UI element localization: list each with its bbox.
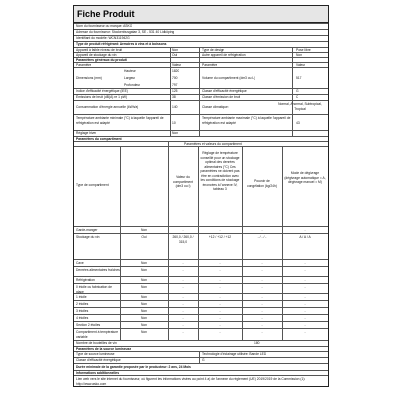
- compartment-present: Non: [140, 316, 148, 320]
- compartment-freeze-power: -: [261, 261, 263, 265]
- compartment-defrost: -: [304, 228, 306, 232]
- compartment-present: Non: [140, 323, 148, 327]
- grid-col-1: [170, 47, 171, 136]
- compartment-freeze-power: -: [261, 268, 263, 272]
- compartment-temperature: -: [219, 323, 221, 327]
- compartment-defrost: -: [304, 330, 306, 334]
- compartment-defrost: -: [304, 278, 306, 282]
- grid-comp-col-e: [282, 146, 283, 340]
- supplier-label: Nom du fournisseur ou marque: ASKO: [76, 24, 133, 28]
- compartment-volume: -: [182, 268, 184, 272]
- compartment-name: 3 étoiles: [76, 309, 89, 313]
- additional-heading: Informations additionnelles: [74, 370, 328, 376]
- compartment-present: Non: [140, 285, 148, 289]
- param-row-eei: Indice d'efficacité énergétique (IEE) 125 Classe d'efficacité énergétique G: [74, 88, 328, 95]
- compartment-freeze-power: -: [261, 285, 263, 289]
- compartment-name: Garde-manger: [76, 228, 98, 232]
- compartment-temperature: -: [219, 285, 221, 289]
- compartment-name: Cave: [76, 261, 84, 265]
- param-row-winter: Réglage hiver Non: [74, 130, 328, 137]
- compartment-name: Réfrigération: [76, 278, 95, 282]
- compartment-freeze-power: -: [261, 228, 263, 232]
- grid-comp-col-a: [120, 146, 121, 340]
- compartment-present: Non: [140, 295, 148, 299]
- compartment-name: 2 étoiles: [76, 302, 89, 306]
- compartment-freeze-power: -: [261, 330, 263, 334]
- compartment-temperature: +12 / +12 / +12: [208, 235, 232, 239]
- compartment-present: Non: [140, 302, 148, 306]
- compartment-volume: 260,0 / 260,0 / 315,0: [172, 235, 194, 244]
- compartment-name: Section 2 étoiles: [76, 323, 101, 327]
- compartment-freeze-power: -: [261, 316, 263, 320]
- compartment-present: Non: [140, 268, 148, 272]
- bottles-row: Nombre de bouteilles de vin 180: [74, 340, 328, 347]
- compartment-defrost: -: [304, 261, 306, 265]
- model-label: Identifiant du modèle: WCN311942G: [76, 36, 130, 40]
- compartment-name: 0 étoile ou fabrication de glace: [76, 285, 112, 294]
- compartment-name: Compartiment à température variable: [76, 330, 119, 339]
- param-row-energy: Consommation d'énergie annuelle (kWh/a) 140 Classe climatique: Normal, Anormal, Subtropical, Tropical: [74, 100, 328, 115]
- compartment-volume: -: [182, 316, 184, 320]
- compartment-name: Stockage du vin: [76, 235, 100, 239]
- light-row-class: Classe d'efficacité énergétique G: [74, 357, 328, 364]
- compartment-volume: -: [182, 302, 184, 306]
- compartment-volume: -: [182, 330, 184, 334]
- compartment-present: Non: [140, 228, 148, 232]
- grid-col-3: [292, 47, 293, 136]
- compartment-volume: -: [182, 323, 184, 327]
- compartment-volume: -: [182, 261, 184, 265]
- compartment-freeze-power: -: [261, 295, 263, 299]
- compartment-temperature: -: [219, 278, 221, 282]
- light-heading: Paramètres de la source lumineuse: [74, 346, 328, 352]
- compartment-temperature: -: [219, 228, 221, 232]
- compartment-temperature: -: [219, 330, 221, 334]
- compartment-freeze-power: - / - / -: [257, 235, 267, 239]
- compartment-values-heading: Paramètres et valeurs du compartiment: [74, 141, 328, 147]
- compartment-freeze-power: -: [261, 309, 263, 313]
- compartment-temperature: -: [219, 316, 221, 320]
- compartment-name: 4 étoiles: [76, 316, 89, 320]
- compartment-volume: -: [182, 295, 184, 299]
- general-params-heading: Paramètres généraux du produit: [74, 57, 328, 63]
- compartment-temperature: -: [219, 268, 221, 272]
- compartment-temperature: -: [219, 309, 221, 313]
- compartment-defrost: -: [304, 302, 306, 306]
- compartment-volume: -: [182, 309, 184, 313]
- param-header-row: Paramètre Valeur Paramètre Valeur: [74, 62, 328, 68]
- type-row-2: Appareil de stockage du vin Oui Autre appareil de réfrigération Non: [74, 52, 328, 58]
- compartment-temperature: -: [219, 261, 221, 265]
- compartment-freeze-power: -: [261, 302, 263, 306]
- compartment-present: Non: [140, 330, 148, 334]
- additional-row: Lien web vers le site internet du fournisseur, où figurent les informations visées au point 4 a) de l'annexe du règlement (UE) 2019/2019 de la Commission (1): http://www.asko.com: [74, 375, 328, 387]
- grid-col-2: [199, 47, 200, 136]
- compartment-name: 1 étoile: [76, 295, 87, 299]
- compartment-volume: -: [182, 228, 184, 232]
- compartment-name: Denrées alimentaires fraîches: [76, 268, 120, 272]
- compartment-row: [74, 233, 328, 260]
- compartment-defrost: -: [304, 309, 306, 313]
- compartment-freeze-power: -: [261, 323, 263, 327]
- compartment-defrost: -: [304, 268, 306, 272]
- compartment-volume: -: [182, 285, 184, 289]
- light-row-type: Type de source lumineuse Technologie d'éclairage utilisée: Bande LED: [74, 351, 328, 358]
- compartment-header-row: Type de compartiment Valeur du compartiment (dm3 ou l) Réglage de température conseillé pour un stockage optimal des denrées alimentaires (°C) Ces paramètres ne doivent pas être en contradiction avec les conditions de stockage énoncées à l'annexe IV, tableau 3 Pouvoir de congélation (kg/24h) Mode de dégivrage (dégivrage automatique = A, dégivrage manuel = M): [74, 146, 328, 227]
- compartment-defrost: -: [304, 323, 306, 327]
- compartments-heading: Paramètres du compartiment: [74, 136, 328, 142]
- compartment-volume: -: [182, 278, 184, 282]
- guarantee-row: Durée minimale de la garantie proposée par le producteur: 2 ans, 24 Mois: [74, 363, 328, 371]
- compartment-defrost: A / A / A: [299, 235, 311, 239]
- compartment-freeze-power: -: [261, 278, 263, 282]
- compartment-temperature: -: [219, 295, 221, 299]
- compartment-present: Non: [140, 261, 148, 265]
- compartment-present: Oui: [141, 235, 147, 239]
- sheet-title: Fiche Produit: [74, 6, 328, 23]
- param-row-temperatures: Température ambiante minimale (°C) à laquelle l'appareil de réfrigération est adapté 10 Température ambiante maximale (°C) à laquelle l'appareil de réfrigération est adapté 43: [74, 114, 328, 131]
- grid-light-col: [199, 351, 200, 363]
- grid-comp-col-d: [242, 146, 243, 340]
- compartment-defrost: -: [304, 285, 306, 289]
- compartment-temperature: -: [219, 302, 221, 306]
- product-sheet: [73, 5, 329, 387]
- dimensions-row: Dimensions (mm) Hauteur Largeur Profondeur 1820 700 797 Volume du compartiment (dm3 ou L) 517: [74, 67, 328, 89]
- compartment-defrost: -: [304, 316, 306, 320]
- grid-comp-col-c: [198, 146, 199, 340]
- compartment-present: Non: [140, 278, 148, 282]
- grid-comp-col-b: [168, 141, 169, 340]
- type-row-1: Appareil à faible niveau de bruit Non Type de design Pose libre: [74, 47, 328, 53]
- param-row-noise: Émissions de bruit (dB(A) re 1 pW) 38 Classe d'émission de bruit C: [74, 94, 328, 101]
- compartment-present: Non: [140, 309, 148, 313]
- compartment-defrost: -: [304, 295, 306, 299]
- address-label: Adresse du fournisseur: Stockenbusgatan 3, SE - 531 40 Lidköping: [76, 30, 175, 34]
- product-type-heading: Type de produit réfrigérant: Armoires à vins et à boissons: [74, 41, 328, 48]
